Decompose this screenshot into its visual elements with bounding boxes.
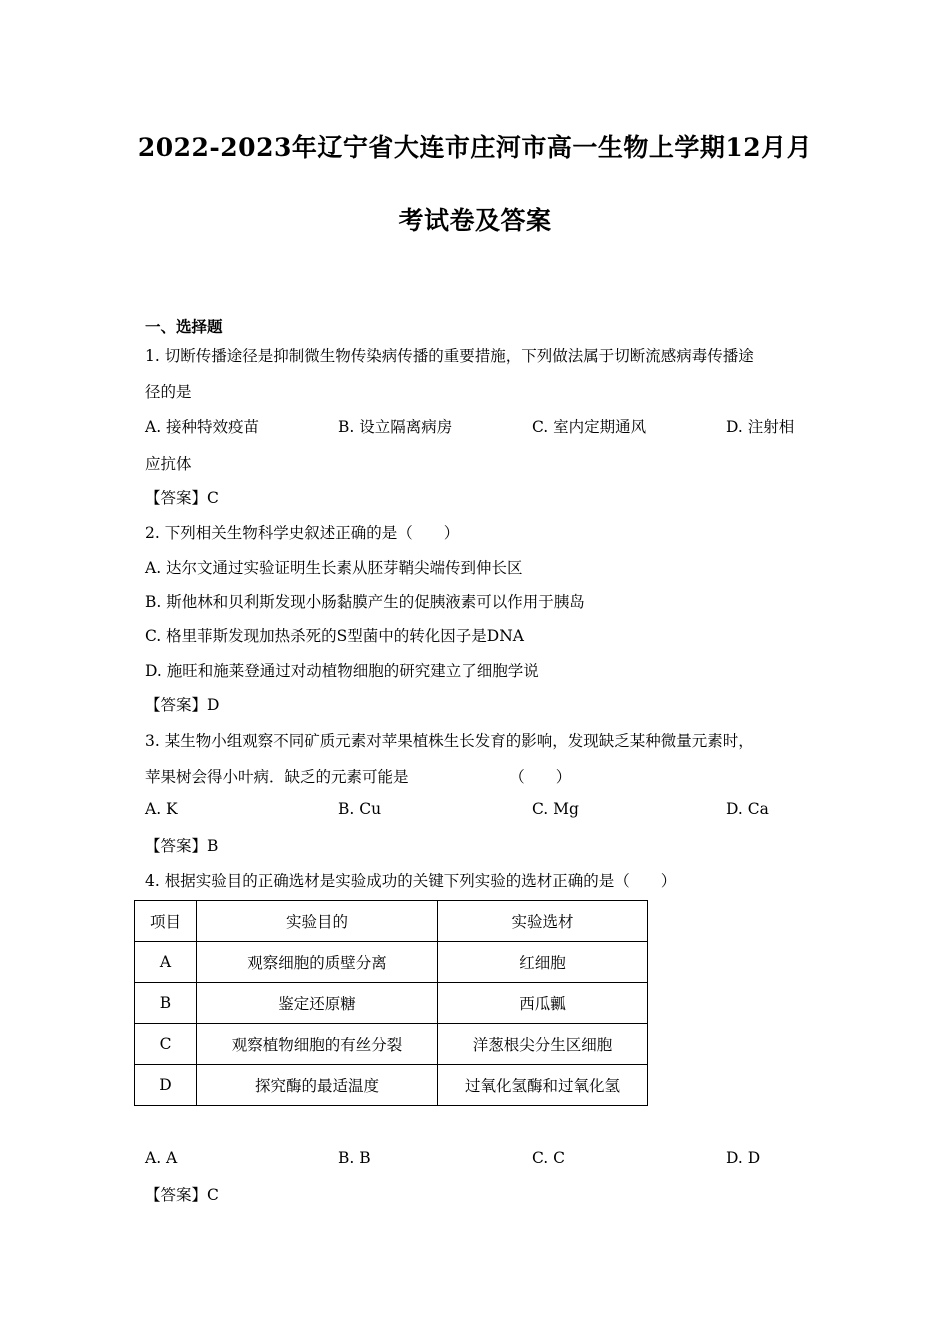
q3-option-a: A. K	[145, 800, 178, 818]
table-cell: D	[135, 1065, 197, 1106]
q2-option-d: D. 施旺和施莱登通过对动植物细胞的研究建立了细胞学说	[145, 662, 539, 680]
q1-answer: 【答案】C	[145, 489, 219, 507]
table-header-row	[135, 901, 648, 942]
table-header-cell: 实验目的	[197, 901, 438, 942]
table-cell: 探究酶的最适温度	[197, 1065, 438, 1106]
table-cell: 观察细胞的质壁分离	[197, 942, 438, 983]
q4-option-d: D. D	[726, 1149, 761, 1167]
table-row	[135, 1024, 648, 1065]
table-row	[135, 1065, 648, 1106]
q3-stem-line-2: 苹果树会得小叶病．缺乏的元素可能是 （ ）	[145, 768, 572, 786]
q1-stem-line-2: 径的是	[145, 383, 192, 401]
table-row	[135, 942, 648, 983]
q3-stem-line-1: 3. 某生物小组观察不同矿质元素对苹果植株生长发育的影响，发现缺乏某种微量元素时，	[145, 732, 754, 750]
table-cell: 西瓜瓤	[438, 983, 648, 1024]
document-title-line-2: 考试卷及答案	[398, 206, 552, 235]
q2-stem: 2. 下列相关生物科学史叙述正确的是（ ）	[145, 524, 460, 542]
table-cell: A	[135, 942, 197, 983]
table-row	[135, 983, 648, 1024]
section-heading: 一、选择题	[145, 317, 223, 336]
table-header-cell: 实验选材	[438, 901, 648, 942]
q2-option-a: A. 达尔文通过实验证明生长素从胚芽鞘尖端传到伸长区	[145, 559, 523, 577]
q2-answer: 【答案】D	[145, 696, 220, 714]
q1-stem-line-1: 1. 切断传播途径是抑制微生物传染病传播的重要措施，下列做法属于切断流感病毒传播途	[145, 347, 754, 365]
table-cell: 红细胞	[438, 942, 648, 983]
experiment-table	[134, 900, 648, 1106]
table-cell: 鉴定还原糖	[197, 983, 438, 1024]
table-cell: B	[135, 983, 197, 1024]
q1-option-d-wrap: 应抗体	[145, 455, 192, 473]
q3-option-b: B. Cu	[338, 800, 382, 818]
q1-option-d: D. 注射相	[726, 418, 795, 436]
q2-option-b: B. 斯他林和贝利斯发现小肠黏膜产生的促胰液素可以作用于胰岛	[145, 593, 585, 611]
q4-stem: 4. 根据实验目的正确选材是实验成功的关键下列实验的选材正确的是（ ）	[145, 872, 677, 890]
q1-option-a: A. 接种特效疫苗	[145, 418, 260, 436]
q2-option-c: C. 格里菲斯发现加热杀死的S型菌中的转化因子是DNA	[145, 627, 524, 645]
q1-option-b: B. 设立隔离病房	[338, 418, 453, 436]
table-cell: C	[135, 1024, 197, 1065]
q4-option-a: A. A	[145, 1149, 178, 1167]
q4-option-c: C. C	[532, 1149, 566, 1167]
q4-answer: 【答案】C	[145, 1186, 219, 1204]
table-cell: 观察植物细胞的有丝分裂	[197, 1024, 438, 1065]
q3-option-d: D. Ca	[726, 800, 769, 818]
table-cell: 洋葱根尖分生区细胞	[438, 1024, 648, 1065]
table-cell: 过氧化氢酶和过氧化氢	[438, 1065, 648, 1106]
q4-option-b: B. B	[338, 1149, 371, 1167]
q3-option-c: C. Mg	[532, 800, 579, 818]
table-header-cell: 项目	[135, 901, 197, 942]
q1-option-c: C. 室内定期通风	[532, 418, 647, 436]
q3-answer: 【答案】B	[145, 837, 219, 855]
document-title-line-1: 2022-2023年辽宁省大连市庄河市高一生物上学期12月月	[137, 133, 813, 162]
